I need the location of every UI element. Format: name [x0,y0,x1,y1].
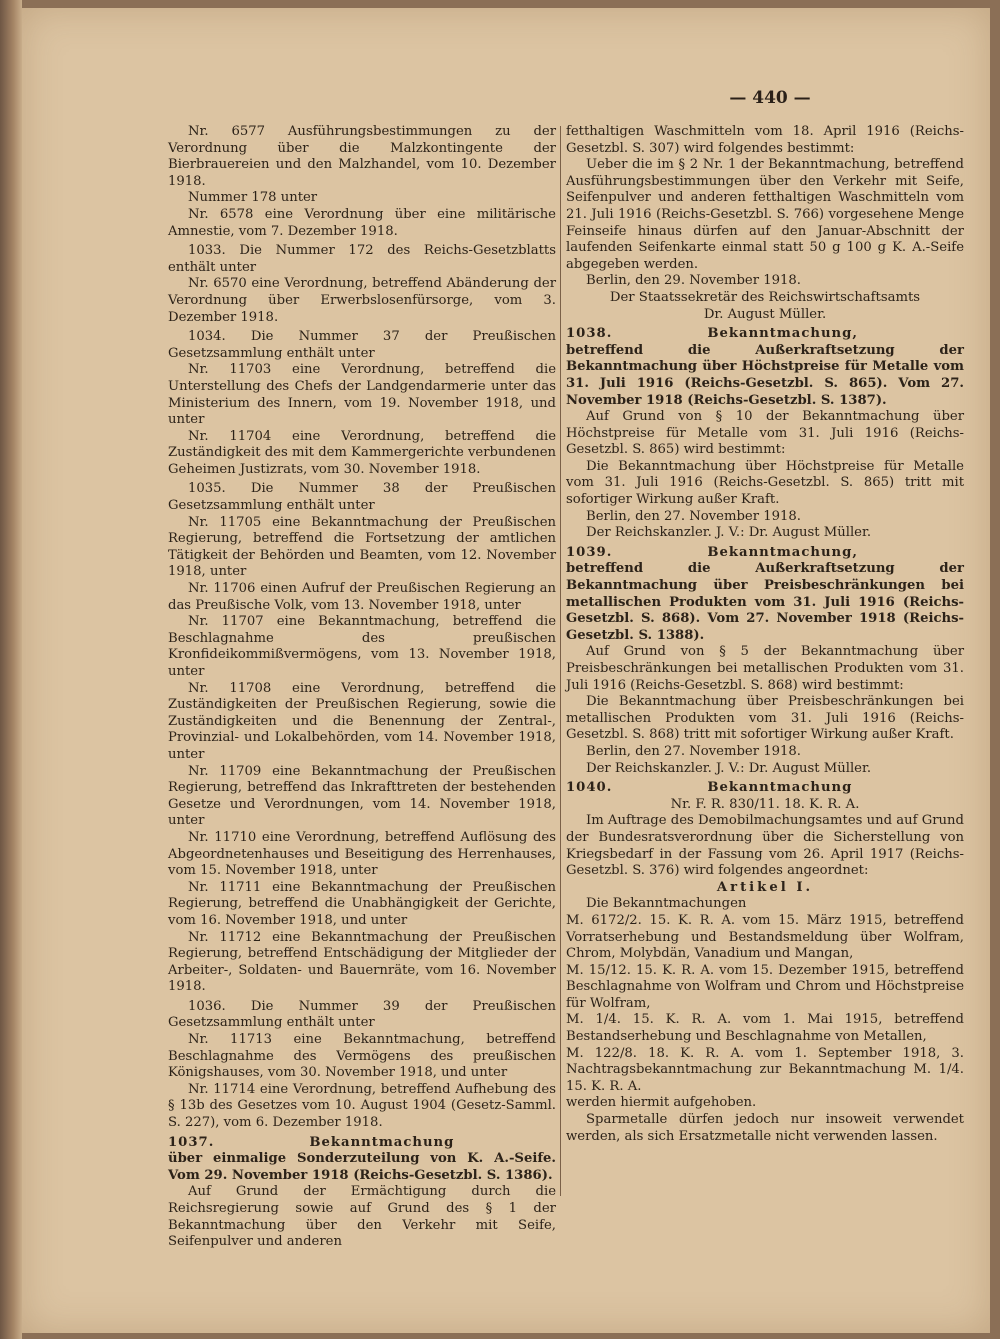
paragraph: Auf Grund von § 5 der Bekanntmachung über Preisbeschränkungen bei metallischen Produkten vom 31. Juli 1916 (Reichs-Gesetzbl. S. 868) wird bestimmt: [566,644,964,693]
paragraph: Nr. 11711 eine Bekanntmachung der Preußischen Regierung, betreffend die Unabhängigkeit der Gerichte, vom 16. November 1918, und unter [168,879,556,928]
paragraph: Nr. F. R. 830/11. 18. K. R. A. [670,796,860,812]
paragraph: Berlin, den 29. November 1918. [586,273,801,289]
paragraph: Auf Grund von § 10 der Bekanntmachung über Höchstpreise für Metalle vom 31. Juli 1916 (Reichs-Gesetzbl. S. 865) wird bestimmt: [566,409,964,458]
paragraph: Nr. 11709 eine Bekanntmachung der Preußischen Regierung, betreffend das Inkrafttreten der bestehenden Gesetze und Verordnungen, vom 14. November 1918, unter [168,763,556,829]
paragraph: fetthaltigen Waschmitteln vom 18. April 1916 (Reichs-Gesetzbl. S. 307) wird folgendes bestimmt: [566,124,964,156]
paragraph: Nr. 11708 eine Verordnung, betreffend die Zuständigkeiten der Preußischen Regierung, sowie die Zuständigkeiten und die Benennung der Zentral-, Provinzial- und Lokalbehörden, vom 14. November 1918, unter [168,680,556,762]
paragraph: 1034. Die Nummer 37 der Preußischen Gesetzsammlung enthält unter [168,329,556,361]
paragraph: M. 1/4. 15. K. R. A. vom 1. Mai 1915, betreffend Bestandserhebung und Beschlagnahme von Metallen, [566,1012,964,1045]
paragraph: Nr. 11706 einen Aufruf der Preußischen Regierung an das Preußische Volk, vom 13. November 1918, unter [168,581,556,613]
column-divider [560,126,561,1196]
paragraph: M. 15/12. 15. K. R. A. vom 15. Dezember 1915, betreffend Beschlagnahme von Wolfram und Chrom und Höchstpreise für Wolfram, [566,962,964,1011]
paragraph: M. 122/8. 18. K. R. A. vom 1. September 1918, 3. Nachtragsbekanntmachung zur Bekanntmachung M. 1/4. 15. K. R. A. [566,1045,964,1094]
paragraph: Nr. 6570 eine Verordnung, betreffend Abänderung der Verordnung über Erwerbslosenfürsorge, vom 3. Dezember 1918. [168,276,556,325]
paragraph: 1036. Die Nummer 39 der Preußischen Gesetzsammlung enthält unter [168,998,556,1031]
paragraph: Der Staatssekretär des Reichswirtschaftsamts [609,289,921,305]
paragraph: werden hiermit aufgehoben. [566,1095,757,1111]
paragraph: Artikel I. [716,879,814,895]
paragraph: Nr. 11714 eine Verordnung, betreffend Aufhebung des § 13b des Gesetzes vom 10. August 1904 (Gesetz-Samml. S. 227), vom 6. Dezember 1918. [168,1081,556,1131]
page-header [0,88,1000,108]
paragraph: über einmalige Sonderzuteilung von K. A.-Seife. Vom 29. November 1918 (Reichs-Gesetzbl. S. 1386). [168,1151,556,1183]
page-number: — 440 — [729,88,811,108]
paragraph: Dr. August Müller. [703,306,827,322]
paragraph: Nr. 11705 eine Bekanntmachung der Preußischen Regierung, betreffend die Fortsetzung der amtlichen Tätigkeit der Behörden und Beamten, vom 12. November 1918, unter [168,514,556,580]
paragraph: Der Reichskanzler. J. V.: Dr. August Müller. [586,525,872,541]
paragraph: Berlin, den 27. November 1918. [586,508,801,524]
paragraph: Die Bekanntmachung über Höchstpreise für Metalle vom 31. Juli 1916 (Reichs-Gesetzbl. S. 865) tritt mit sofortiger Wirkung außer Kraft. [566,458,964,508]
book-gutter [0,0,22,1339]
paragraph: 1040. Bekanntmachung [566,780,853,796]
paragraph: Berlin, den 27. November 1918. [586,743,801,759]
paragraph: 1038. Bekanntmachung, [566,326,858,342]
paragraph: Der Reichskanzler. J. V.: Dr. August Müller. [586,760,872,776]
paragraph: Die Bekanntmachung über Preisbeschränkungen bei metallischen Produkten vom 31. Juli 1916 (Reichs-Gesetzbl. S. 868) tritt mit sofortiger Wirkung außer Kraft. [566,694,964,743]
paragraph: 1033. Die Nummer 172 des Reichs-Gesetzblatts enthält unter [168,243,556,275]
paragraph: M. 6172/2. 15. K. R. A. vom 15. März 1915, betreffend Vorratserhebung und Bestandsmeldung über Wolfram, Chrom, Molybdän, Vanadium und Mangan, [566,912,964,962]
paragraph: Nr. 11704 eine Verordnung, betreffend die Zuständigkeit des mit dem Kammergerichte verbundenen Geheimen Justizrats, vom 30. November 1918. [168,428,556,477]
paragraph: 1039. Bekanntmachung, [566,544,858,560]
left-column [168,124,556,1251]
paragraph: Nr. 6577 Ausführungsbestimmungen zu der Verordnung über die Malzkontingente der Bierbrauereien und den Malzhandel, vom 10. Dezember 1918. [168,124,556,189]
paragraph: Nr. 11712 eine Bekanntmachung der Preußischen Regierung, betreffend Entschädigung der Mitglieder der Arbeiter-, Soldaten- und Bauernräte, vom 16. November 1918. [168,929,556,995]
paragraph: betreffend die Außerkraftsetzung der Bekanntmachung über Höchstpreise für Metalle vom 31. Juli 1916 (Reichs-Gesetzbl. S. 865). Vom 27. November 1918 (Reichs-Gesetzbl. S. 1387). [566,342,964,408]
paragraph: Auf Grund der Ermächtigung durch die Reichsregierung sowie auf Grund des § 1 der Bekanntmachung über den Verkehr mit Seife, Seifenpulver und anderen [168,1184,556,1250]
paragraph: 1035. Die Nummer 38 der Preußischen Gesetzsammlung enthält unter [168,481,556,514]
paragraph: 1037. Bekanntmachung [168,1134,455,1150]
paragraph: betreffend die Außerkraftsetzung der Bekanntmachung über Preisbeschränkungen bei metallischen Produkten vom 31. Juli 1916 (Reichs-Gesetzbl. S. 868). Vom 27. November 1918 (Reichs-Gesetzbl. S. 1388). [566,561,964,643]
paragraph: Nr. 6578 eine Verordnung über eine militärische Amnestie, vom 7. Dezember 1918. [168,206,556,239]
paragraph: Die Bekanntmachungen [586,896,747,912]
paragraph: Nr. 11710 eine Verordnung, betreffend Auflösung des Abgeordnetenhauses und Beseitigung des Herrenhauses, vom 15. November 1918, unter [168,829,556,879]
paragraph: Sparmetalle dürfen jedoch nur insoweit verwendet werden, als sich Ersatzmetalle nicht verwenden lassen. [566,1112,964,1144]
right-column [566,124,964,1145]
paragraph: Nr. 11707 eine Bekanntmachung, betreffend die Beschlagnahme des preußischen Kronfideikommißvermögens, vom 13. November 1918, unter [168,614,556,679]
paragraph: Ueber die im § 2 Nr. 1 der Bekanntmachung, betreffend Ausführungsbestimmungen über den Verkehr mit Seife, Seifenpulver und anderen fetthaltigen Waschmitteln vom 21. Juli 1916 (Reichs-Gesetzbl. S. 766) vorgesehene Menge Feinseife hinaus dürfen auf den Januar-Abschnitt der laufenden Seifenkarte einmal statt 50 g 100 g K. A.-Seife abgegeben werden. [566,157,964,272]
paragraph: Im Auftrage des Demobilmachungsamtes und auf Grund der Bundesratsverordnung über die Sicherstellung von Kriegsbedarf in der Fassung vom 26. April 1917 (Reichs-Gesetzbl. S. 376) wird folgendes angeordnet: [566,813,964,879]
paragraph: Nr. 11703 eine Verordnung, betreffend die Unterstellung des Chefs der Landgendarmerie unter das Ministerium des Innern, vom 19. November 1918, und unter [168,362,556,428]
paragraph: Nummer 178 unter [188,190,318,206]
paragraph: Nr. 11713 eine Bekanntmachung, betreffend Beschlagnahme des Vermögens des preußischen Königshauses, vom 30. November 1918, und unter [168,1032,556,1081]
